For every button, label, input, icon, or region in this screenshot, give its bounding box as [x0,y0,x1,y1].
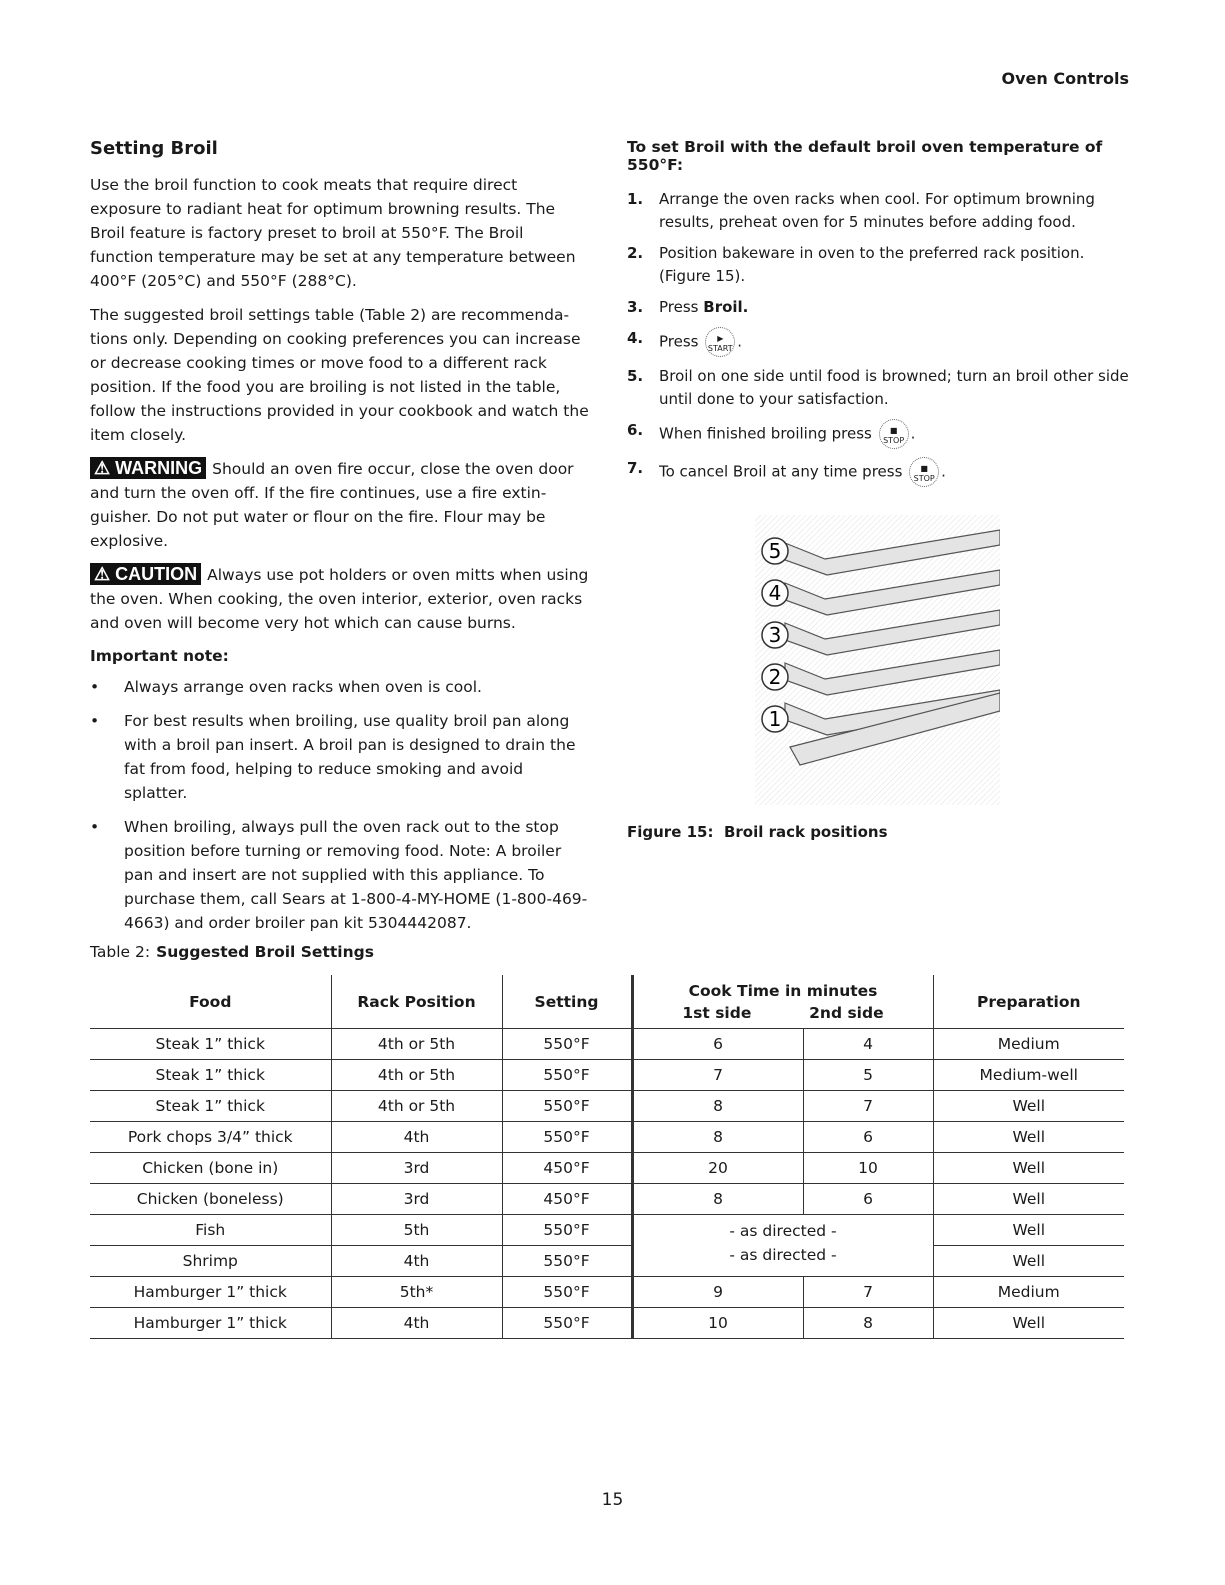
list-item [627,242,1137,288]
stop-button-icon: ■ STOP [879,419,909,449]
cell-food: Shrimp [90,1246,331,1277]
list-item: 4. Press ▶ START . [627,327,1137,357]
step-text: When finished broiling press [659,424,872,443]
warning-badge: ⚠ WARNING [90,457,206,479]
cook-time-label: Cook Time in minutes [688,981,878,1000]
list-item [627,188,1137,234]
start-button-icon: ▶ START [705,327,735,357]
as-directed-text: - as directed - [729,1246,837,1264]
table-row [90,1184,1124,1215]
cell-preparation: Medium [933,1029,1124,1060]
table-title: Suggested Broil Settings [156,943,374,961]
cell-preparation: Medium-well [933,1060,1124,1091]
cell-2nd-side: 8 [803,1308,933,1339]
cell-setting: 550°F [502,1091,632,1122]
cell-2nd-side: 6 [803,1122,933,1153]
cell-rack: 4th or 5th [331,1091,502,1122]
cell-preparation: Well [933,1091,1124,1122]
cell-rack: 4th or 5th [331,1060,502,1091]
step-number: 6. [627,421,644,439]
header-2nd-side: 2nd side [809,1003,884,1022]
table-row [90,1246,1124,1277]
cell-preparation: Well [933,1246,1124,1277]
cell-setting: 550°F [502,1029,632,1060]
section-title: Oven Controls [1001,69,1129,88]
cell-preparation: Well [933,1153,1124,1184]
cell-1st-side: 7 [632,1060,803,1091]
cell-1st-side: 8 [632,1184,803,1215]
cell-preparation: Well [933,1308,1124,1339]
header-food: Food [90,975,331,1029]
figure-title: Broil rack positions [723,823,888,841]
step-number: 1. [627,190,644,208]
page-number: 15 [601,1490,624,1510]
cell-2nd-side: 7 [803,1091,933,1122]
cell-food: Steak 1” thick [90,1091,331,1122]
cell-2nd-side: 6 [803,1184,933,1215]
cell-1st-side: 20 [632,1153,803,1184]
table-row [90,1215,1124,1246]
left-column [90,138,590,945]
cell-1st-side: 10 [632,1308,803,1339]
step-text: Arrange the oven racks when cool. For optimum browning results, preheat oven for 5 minutes before adding food. [659,190,1095,231]
cell-preparation: Well [933,1122,1124,1153]
table-row [90,1153,1124,1184]
cell-rack: 4th [331,1122,502,1153]
cell-1st-side: 8 [632,1091,803,1122]
cell-rack: 3rd [331,1153,502,1184]
cell-setting: 450°F [502,1184,632,1215]
cell-food: Pork chops 3/4” thick [90,1122,331,1153]
header-preparation: Preparation [933,975,1124,1029]
important-note-heading: Important note: [90,647,229,665]
step-text: Broil on one side until food is browned; turn an broil other side until done to your satisfaction. [659,367,1129,408]
cell-food: Steak 1” thick [90,1060,331,1091]
warning-text: Should an oven fire occur, close the oven door and turn the oven off. If the fire continues, use a fire extin-guisher. Do not put water or flour on the fire. Flour may be explosive. [90,460,574,550]
cell-setting: 550°F [502,1246,632,1277]
caution-badge: ⚠ CAUTION [90,563,201,585]
list-item: 7. To cancel Broil at any time press ■ STOP . [627,457,1137,487]
cell-food: Fish [90,1215,331,1246]
table-row [90,1277,1124,1308]
rack-number: 2 [768,665,782,689]
step-text: Position bakeware in oven to the preferred rack position. (Figure 15). [659,244,1085,285]
broil-settings-table [90,975,1124,1339]
cell-food: Chicken (bone in) [90,1153,331,1184]
table-row [90,1060,1124,1091]
cell-1st-side: 6 [632,1029,803,1060]
step-number: 7. [627,459,644,477]
setting-broil-heading: Setting Broil [90,138,218,159]
cell-setting: 550°F [502,1215,632,1246]
oven-rack-illustration [755,515,1000,805]
header-1st-side: 1st side [682,1003,752,1022]
cell-preparation: Well [933,1215,1124,1246]
cell-2nd-side: 5 [803,1060,933,1091]
cell-setting: 550°F [502,1060,632,1091]
rack-number: 1 [768,707,782,731]
table-header-row [90,975,1124,1029]
warning-paragraph [90,457,590,553]
cell-food: Hamburger 1” thick [90,1308,331,1339]
cell-2nd-side: 10 [803,1153,933,1184]
suggestions-paragraph: The suggested broil settings table (Table 2) are recommenda-tions only. Depending on cooking preferences you can increase or decrease cooking times or move food to a different rack position. If the food you are broiling is not listed in the table, follow the instructions provided in your cookbook and watch the item closely. [90,306,589,444]
figure-label: Figure 15: [627,823,714,841]
step-text: Press [659,298,699,316]
figure-caption [627,823,888,841]
broil-steps-list [627,188,1137,487]
cell-preparation: Well [933,1184,1124,1215]
list-item: 6. When finished broiling press ■ STOP . [627,419,1137,449]
list-item: • For best results when broiling, use quality broil pan along with a broil pan insert. A broil pan is designed to drain the fat from food, helping to reduce smoking and avoid splatter. [90,709,590,805]
cell-preparation: Medium [933,1277,1124,1308]
important-notes-list [90,675,590,935]
step-number: 4. [627,329,644,347]
table-caption [90,943,374,961]
cell-rack: 4th [331,1308,502,1339]
rack-number: 3 [768,623,782,647]
intro-paragraph: Use the broil function to cook meats that require direct exposure to radiant heat for optimum browning results. The Broil feature is factory preset to broil at 550°F. The Broil function temperature may be set at any temperature between 400°F (205°C) and 550°F (288°C). [90,176,576,290]
list-item: • When broiling, always pull the oven rack out to the stop position before turning or removing food. Note: A broiler pan and insert are not supplied with this appliance. To purchase them, call Sears at 1-800-4-MY-HOME (1-800-469-4663) and order broiler pan kit 5304442087. [90,815,590,935]
right-column [627,138,1137,495]
cell-1st-side: 9 [632,1277,803,1308]
list-item: • Always arrange oven racks when oven is cool. [90,675,590,699]
table-row [90,1308,1124,1339]
stop-button-icon: ■ STOP [909,457,939,487]
table-row [90,1091,1124,1122]
cell-food: Hamburger 1” thick [90,1277,331,1308]
cell-2nd-side: 7 [803,1277,933,1308]
cell-setting: 550°F [502,1308,632,1339]
steps-title: To set Broil with the default broil oven temperature of 550°F: [627,138,1103,174]
table-row [90,1029,1124,1060]
cell-food: Chicken (boneless) [90,1184,331,1215]
rack-number: 4 [768,581,782,605]
header-cook-time [632,975,933,1029]
cell-2nd-side: 4 [803,1029,933,1060]
cell-setting: 550°F [502,1277,632,1308]
cell-as-directed [632,1215,933,1277]
cell-food: Steak 1” thick [90,1029,331,1060]
cell-rack: 4th or 5th [331,1029,502,1060]
cell-setting: 550°F [502,1122,632,1153]
cell-1st-side: 8 [632,1122,803,1153]
broil-rack-figure [755,515,1000,805]
step-number: 2. [627,244,644,262]
header-setting: Setting [502,975,632,1029]
as-directed-text: - as directed - [729,1222,837,1240]
cell-rack: 4th [331,1246,502,1277]
cell-rack: 5th [331,1215,502,1246]
step-text: To cancel Broil at any time press [659,462,903,481]
caution-text: Always use pot holders or oven mitts when using the oven. When cooking, the oven interior, exterior, oven racks and oven will become very hot which can cause burns. [90,566,589,632]
rack-number: 5 [768,539,782,563]
caution-paragraph [90,563,590,635]
broil-key-label: Broil. [703,298,749,316]
step-number: 5. [627,367,644,385]
cell-rack: 5th* [331,1277,502,1308]
list-item [627,296,1137,319]
table-label: Table 2: [90,943,151,961]
header-rack-position: Rack Position [331,975,502,1029]
step-number: 3. [627,298,644,316]
step-text: Press [659,332,699,351]
cell-setting: 450°F [502,1153,632,1184]
cell-rack: 3rd [331,1184,502,1215]
table-row [90,1122,1124,1153]
list-item [627,365,1137,411]
